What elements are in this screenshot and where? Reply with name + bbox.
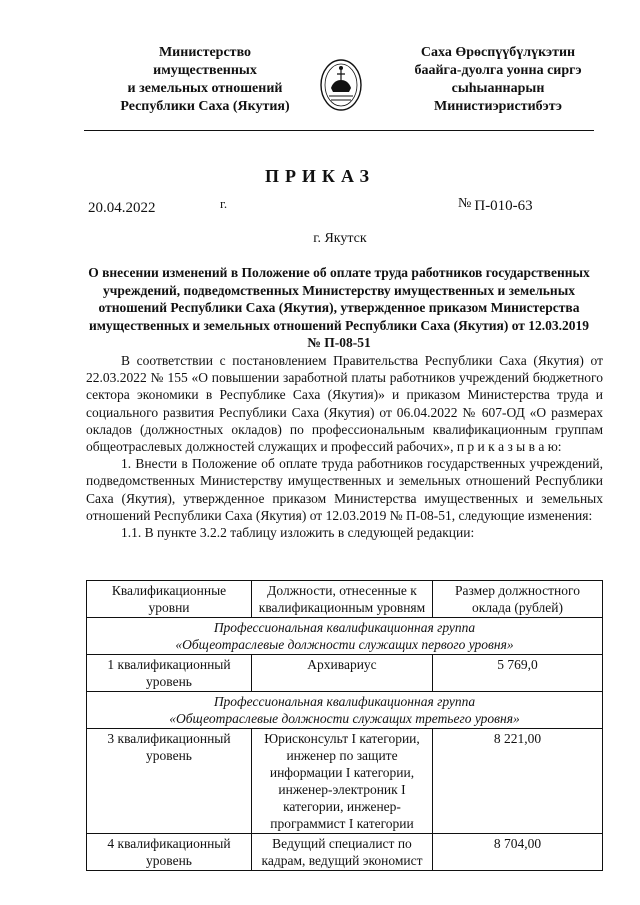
year-abbreviation: г. xyxy=(220,196,228,211)
number-sign: № xyxy=(458,196,472,211)
header-left-line: имущественных xyxy=(153,63,257,78)
table-cell-level: 4 квалификационный уровень xyxy=(87,834,252,871)
group-heading xyxy=(87,618,603,655)
table-row xyxy=(87,729,603,834)
body-paragraph-item-1-1: 1.1. В пункте 3.2.2 таблицу изложить в следующей редакции: xyxy=(121,525,475,541)
header-left-line: и земельных отношений xyxy=(127,81,283,96)
table-cell-positions: Архивариус xyxy=(252,655,433,692)
group-heading-line: Профессиональная квалификационная группа xyxy=(213,620,476,635)
header-right-line: сыһыаннарын xyxy=(451,81,545,96)
table-cell-level: 3 квалификационный уровень xyxy=(87,729,252,834)
order-number-value: П-010-63 xyxy=(474,198,533,214)
table-header: Размер должностного оклада (рублей) xyxy=(433,581,603,618)
header-right-line: Министиэристибэтэ xyxy=(434,99,562,114)
table-header-row xyxy=(87,581,603,618)
group-heading-line: «Общеотраслевые должности служащих первого уровня» xyxy=(175,637,514,652)
header-right-line: Саха Өрөспүүбүлүкэтин xyxy=(420,45,576,60)
table-header: Квалификационные уровни xyxy=(87,581,252,618)
table-cell-level: 1 квалификационный уровень xyxy=(87,655,252,692)
ministry-name-yakut xyxy=(398,44,598,116)
header-left-line: Министерство xyxy=(158,45,252,60)
table-header: Должности, отнесенные к квалификационным уровням xyxy=(252,581,433,618)
order-date: 20.04.2022 xyxy=(88,200,156,216)
document-title: ПРИКАЗ xyxy=(264,166,376,186)
table-row xyxy=(87,834,603,871)
order-body xyxy=(86,352,603,541)
group-heading-line: Профессиональная квалификационная группа xyxy=(213,694,476,709)
order-subject: О внесении изменений в Положение об оплате труда работников государственных учреждений, подведомственных Министерству имущественных и земельных отношений Республики Саха (Якутия), утвержденное приказом Министерства имущественных и земельных отношений Республики Саха (Якутия) от 12.03.2019 № П-08-51 xyxy=(88,265,590,350)
header-right-line: баайга-дуолга уонна сиргэ xyxy=(414,63,582,78)
republic-coat-of-arms-icon xyxy=(319,58,363,112)
table-row xyxy=(87,655,603,692)
header-divider xyxy=(84,130,594,131)
group-heading xyxy=(87,692,603,729)
body-paragraph-basis: В соответствии с постановлением Правительства Республики Саха (Якутия) от 22.03.2022 № 155 «О повышении заработной платы работников учреждений бюджетного сектора экономики в Республике Саха (Якутия)» и приказом Министерства труда и социального развития Республики Саха (Якутия) от 06.04.2022 № 607-ОД «О размерах окладов (должностных окладов) по профессиональным квалификационным группам общеотраслевых должностей служащих и профессий рабочих», п р и к а з ы в а ю: xyxy=(86,353,603,455)
table-group-row xyxy=(87,692,603,729)
table-cell-salary: 8 221,00 xyxy=(433,729,603,834)
city-line: г. Якутск xyxy=(313,231,367,246)
table-group-row xyxy=(87,618,603,655)
group-heading-line: «Общеотраслевые должности служащих третьего уровня» xyxy=(169,711,520,726)
ministry-name-russian xyxy=(100,44,310,116)
table-cell-positions: Юрисконсульт I категории, инженер по защите информации I категории, инженер-электроник I категории, инженер-программист I категории xyxy=(252,729,433,834)
salary-table xyxy=(86,580,603,871)
order-number xyxy=(458,196,533,215)
table-cell-salary: 8 704,00 xyxy=(433,834,603,871)
table-cell-positions: Ведущий специалист по кадрам, ведущий экономист xyxy=(252,834,433,871)
header-left-line: Республики Саха (Якутия) xyxy=(120,99,290,114)
table-cell-salary: 5 769,0 xyxy=(433,655,603,692)
body-paragraph-item-1: 1. Внести в Положение об оплате труда работников государственных учреждений, подведомственных Министерству имущественных и земельных отношений Республики Саха (Якутия), утвержденное приказом Министерства имущественных и земельных отношений Республики Саха (Якутия) от 12.03.2019 № П-08-51, следующие изменения: xyxy=(86,456,603,523)
